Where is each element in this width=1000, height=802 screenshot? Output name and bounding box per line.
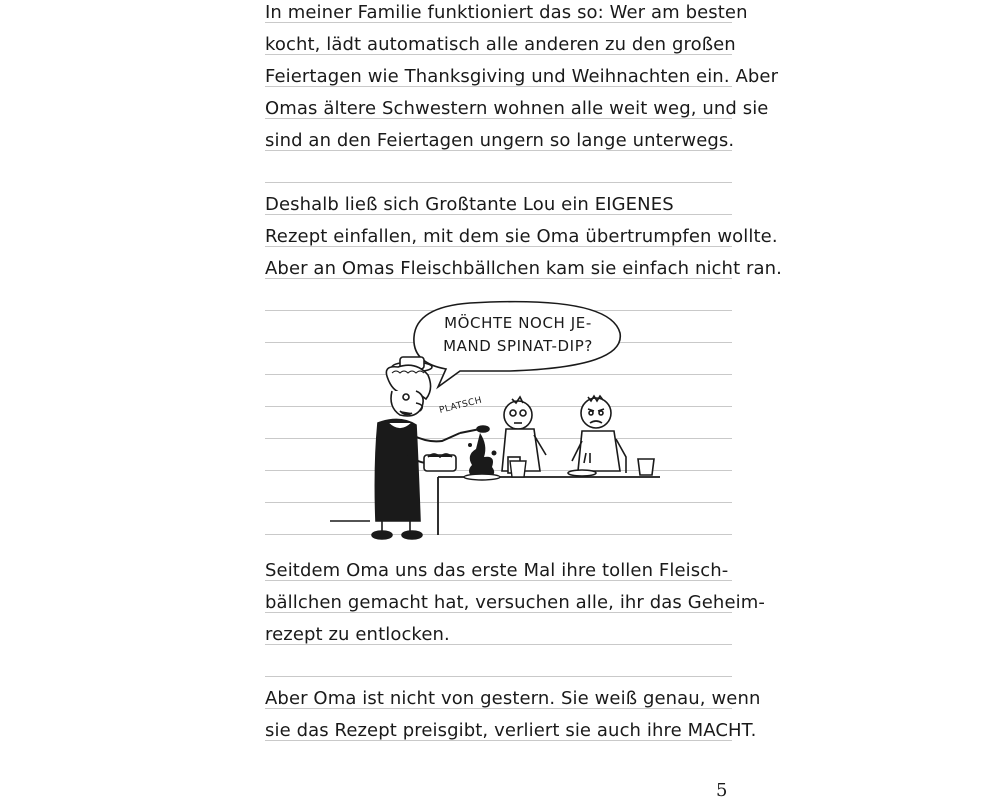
paragraph-4-line-2: sie das Rezept preisgibt, verliert sie auch ihre MACHT. <box>265 720 757 741</box>
plate <box>464 474 500 480</box>
paragraph-3-line-1: Seitdem Oma uns das erste Mal ihre tollen Fleisch- <box>265 560 729 581</box>
boy-rowley-figure <box>568 396 654 476</box>
speech-bubble-line-1: MÖCHTE NOCH JE- <box>444 314 592 332</box>
spinach-dip-splash <box>468 433 497 477</box>
paragraph-1-line-5: sind an den Feiertagen ungern so lange unterwegs. <box>265 130 735 151</box>
page-number: 5 <box>716 780 728 801</box>
paragraph-3-line-3: rezept zu entlocken. <box>265 624 450 645</box>
paragraph-1-line-4: Omas ältere Schwestern wohnen alle weit weg, und sie <box>265 98 769 119</box>
paragraph-2-line-2: Rezept einfallen, mit dem sie Oma übertrumpfen wollte. <box>265 226 778 247</box>
speech-bubble <box>414 302 620 387</box>
paragraph-2-line-1: Deshalb ließ sich Großtante Lou ein EIGENES <box>265 194 674 215</box>
paragraph-1-line-2: kocht, lädt automatisch alle anderen zu den großen <box>265 34 736 55</box>
paragraph-2-line-3: Aber an Omas Fleischbällchen kam sie einfach nicht ran. <box>265 258 783 279</box>
speech-bubble-line-2: MAND SPINAT-DIP? <box>443 337 593 355</box>
cartoon-illustration <box>320 295 680 547</box>
ruled-line <box>265 182 732 183</box>
cup <box>510 461 526 477</box>
paragraph-3-line-2: bällchen gemacht hat, versuchen alle, ihr das Geheim- <box>265 592 765 613</box>
ruled-line <box>265 676 732 677</box>
paragraph-1-line-1: In meiner Familie funktioniert das so: Wer am besten <box>265 2 748 23</box>
sound-effect-text: PLATSCH <box>438 395 484 416</box>
great-aunt-figure <box>372 357 489 539</box>
paragraph-1-line-3: Feiertagen wie Thanksgiving und Weihnachten ein. Aber <box>265 66 779 87</box>
paragraph-4-line-1: Aber Oma ist nicht von gestern. Sie weiß genau, wenn <box>265 688 761 709</box>
